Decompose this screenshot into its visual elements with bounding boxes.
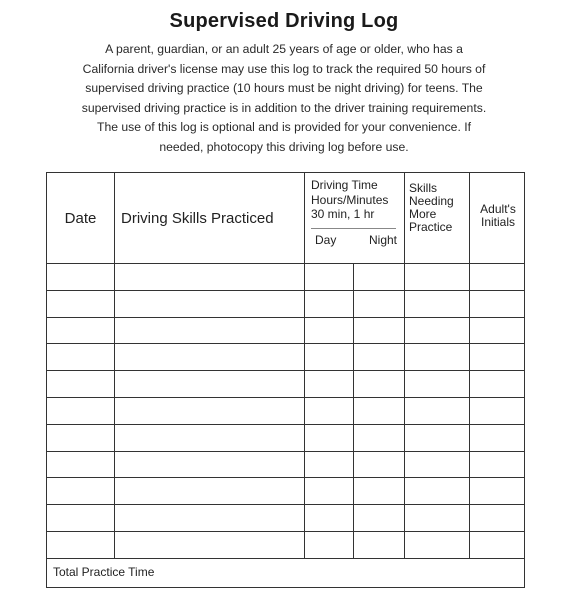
needs-practice-cell[interactable] <box>405 344 470 371</box>
document-title: Supervised Driving Log <box>169 10 399 32</box>
log-row <box>47 478 525 505</box>
initials-cell[interactable] <box>470 371 525 398</box>
skills-cell[interactable] <box>115 505 305 532</box>
date-cell[interactable] <box>47 290 115 317</box>
header-row <box>47 173 525 264</box>
skills-cell[interactable] <box>115 397 305 424</box>
date-cell[interactable] <box>47 424 115 451</box>
header-time-line2: Hours/Minutes <box>311 192 389 207</box>
log-row <box>47 505 525 532</box>
skills-cell[interactable] <box>115 451 305 478</box>
needs-practice-cell[interactable] <box>405 371 470 398</box>
total-row <box>47 558 525 587</box>
header-driving-time <box>305 173 405 264</box>
skills-cell[interactable] <box>115 290 305 317</box>
header-needs-line4: Practice <box>409 220 453 234</box>
date-cell[interactable] <box>47 397 115 424</box>
log-row <box>47 344 525 371</box>
log-row <box>47 531 525 558</box>
needs-practice-cell[interactable] <box>405 505 470 532</box>
day-cell[interactable] <box>305 531 354 558</box>
day-cell[interactable] <box>305 505 354 532</box>
needs-practice-cell[interactable] <box>405 478 470 505</box>
day-cell[interactable] <box>305 451 354 478</box>
needs-practice-cell[interactable] <box>405 397 470 424</box>
initials-cell[interactable] <box>470 397 525 424</box>
day-cell[interactable] <box>305 317 354 344</box>
header-initials-line2: Initials <box>480 215 515 229</box>
skills-cell[interactable] <box>115 264 305 291</box>
needs-practice-cell[interactable] <box>405 424 470 451</box>
header-initials-line1: Adult's <box>480 202 516 216</box>
skills-cell[interactable] <box>115 344 305 371</box>
log-row <box>47 397 525 424</box>
intro-line: A parent, guardian, or an adult 25 years of age or older, who has a <box>105 42 463 56</box>
initials-cell[interactable] <box>470 344 525 371</box>
day-cell[interactable] <box>305 424 354 451</box>
intro-line: needed, photocopy this driving log before use. <box>159 139 409 154</box>
header-time-divider <box>311 228 396 229</box>
log-row <box>47 451 525 478</box>
skills-cell[interactable] <box>115 371 305 398</box>
header-needs-line3: More <box>409 207 437 221</box>
night-cell[interactable] <box>354 397 405 424</box>
night-cell[interactable] <box>354 317 405 344</box>
skills-cell[interactable] <box>115 317 305 344</box>
log-row <box>47 290 525 317</box>
skills-cell[interactable] <box>115 531 305 558</box>
total-practice-time-label: Total Practice Time <box>47 558 525 587</box>
header-night: Night <box>369 232 398 247</box>
night-cell[interactable] <box>354 531 405 558</box>
date-cell[interactable] <box>47 505 115 532</box>
intro-line: The use of this log is optional and is provided for your convenience. If <box>97 120 471 134</box>
header-skills-practiced: Driving Skills Practiced <box>115 173 305 264</box>
day-cell[interactable] <box>305 344 354 371</box>
initials-cell[interactable] <box>470 264 525 291</box>
date-cell[interactable] <box>47 531 115 558</box>
day-cell[interactable] <box>305 478 354 505</box>
day-cell[interactable] <box>305 397 354 424</box>
header-needs-line1: Skills <box>409 181 438 195</box>
intro-line: California driver's license may use this log to track the required 50 hours of <box>82 61 486 76</box>
skills-cell[interactable] <box>115 424 305 451</box>
initials-cell[interactable] <box>470 451 525 478</box>
night-cell[interactable] <box>354 451 405 478</box>
date-cell[interactable] <box>47 371 115 398</box>
skills-cell[interactable] <box>115 478 305 505</box>
log-row <box>47 424 525 451</box>
needs-practice-cell[interactable] <box>405 317 470 344</box>
initials-cell[interactable] <box>470 505 525 532</box>
header-date: Date <box>47 173 115 264</box>
night-cell[interactable] <box>354 505 405 532</box>
date-cell[interactable] <box>47 317 115 344</box>
date-cell[interactable] <box>47 344 115 371</box>
day-cell[interactable] <box>305 264 354 291</box>
header-skills-needing-practice <box>405 173 470 264</box>
intro-paragraph <box>48 40 520 157</box>
header-time-subheads <box>311 233 404 249</box>
header-needs-line2: Needing <box>409 194 454 208</box>
initials-cell[interactable] <box>470 290 525 317</box>
driving-log-table <box>46 172 525 588</box>
night-cell[interactable] <box>354 290 405 317</box>
needs-practice-cell[interactable] <box>405 264 470 291</box>
night-cell[interactable] <box>354 344 405 371</box>
night-cell[interactable] <box>354 478 405 505</box>
header-time-line1: Driving Time <box>311 178 378 192</box>
day-cell[interactable] <box>305 290 354 317</box>
log-row <box>47 317 525 344</box>
header-day: Day <box>315 232 337 247</box>
night-cell[interactable] <box>354 424 405 451</box>
initials-cell[interactable] <box>470 317 525 344</box>
initials-cell[interactable] <box>470 478 525 505</box>
log-row <box>47 371 525 398</box>
needs-practice-cell[interactable] <box>405 451 470 478</box>
header-adult-initials <box>470 173 525 264</box>
intro-line: supervised driving practice (10 hours must be night driving) for teens. The <box>85 81 483 95</box>
initials-cell[interactable] <box>470 424 525 451</box>
day-cell[interactable] <box>305 371 354 398</box>
log-row <box>47 264 525 291</box>
intro-line: supervised driving practice is in addition to the driver training requirements. <box>81 100 487 115</box>
needs-practice-cell[interactable] <box>405 531 470 558</box>
night-cell[interactable] <box>354 371 405 398</box>
date-cell[interactable] <box>47 451 115 478</box>
date-cell[interactable] <box>47 264 115 291</box>
night-cell[interactable] <box>354 264 405 291</box>
date-cell[interactable] <box>47 478 115 505</box>
needs-practice-cell[interactable] <box>405 290 470 317</box>
initials-cell[interactable] <box>470 531 525 558</box>
header-time-line3: 30 min, 1 hr <box>311 207 375 221</box>
